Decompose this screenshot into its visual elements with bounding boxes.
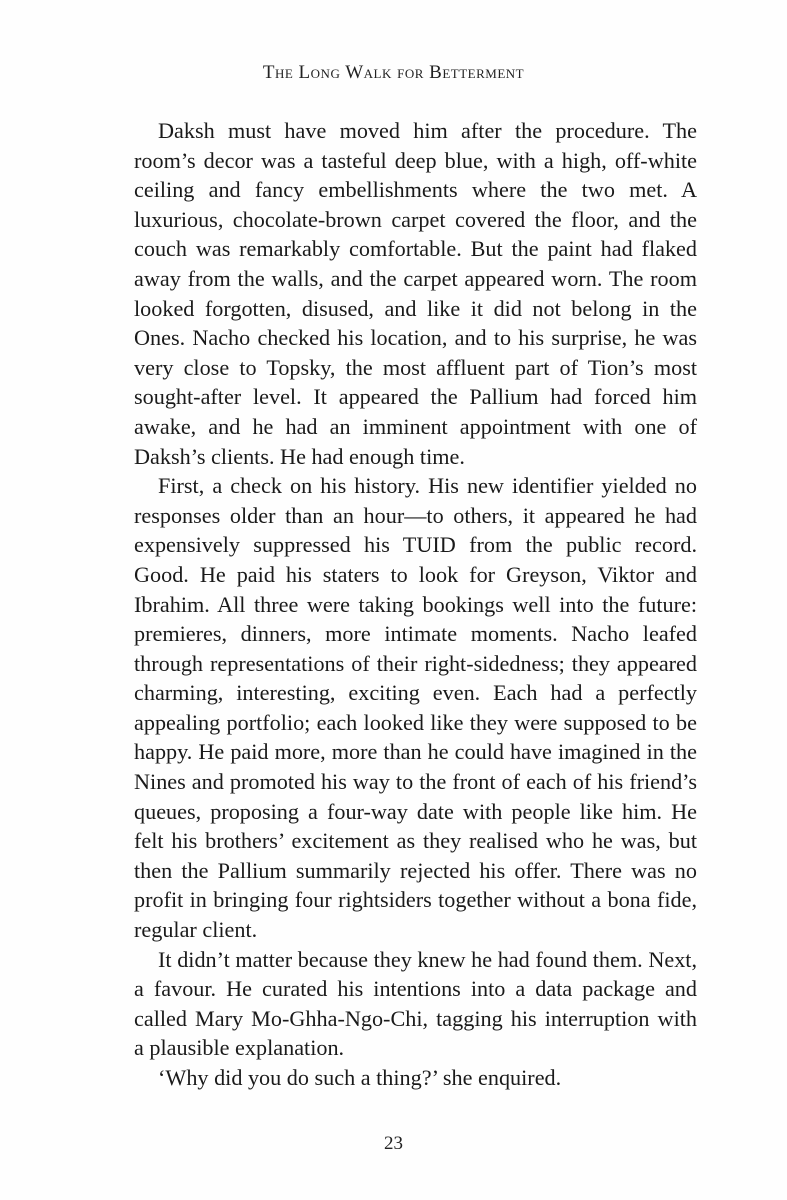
page-number: 23 (384, 1133, 403, 1154)
paragraph: It didn’t matter because they knew he had found them. Next, a favour. He curated his intentions into a data package and called Mary Mo-Ghha-Ngo-Chi, tagging his interruption with a plausible explanation. (134, 946, 697, 1061)
running-head-title: The Long Walk for Betterment (262, 62, 525, 83)
paragraph: Daksh must have moved him after the procedure. The room’s decor was a tasteful deep blue, with a high, off-white ceiling and fancy embellishments where the two met. A luxurious, chocolate-brown carpet covered the floor, and the couch was remarkably comfortable. But the paint had flaked away from the walls, and the carpet appeared worn. The room looked forgotten, disused, and like it did not belong in the Ones. Nacho checked his location, and to his surprise, he was very close to Topsky, the most affluent part of Tion’s most sought-after level. It appeared the Pallium had forced him awake, and he had an imminent appointment with one of Daksh’s clients. He had enough time. (134, 118, 697, 469)
paragraph: First, a check on his history. His new identifier yielded no responses older than an hour—to others, it appeared he had expensively suppressed his TUID from the public record. Good. He paid his staters to look for Greyson, Viktor and Ibrahim. All three were taking bookings well into the future: premieres, dinners, more intimate moments. Nacho leafed through representations of their right-sidedness; they appeared charming, interesting, exciting even. Each had a perfectly appealing portfolio; each looked like they were supposed to be happy. He paid more, more than he could have imagined in the Nines and promoted his way to the front of each of his friend’s queues, proposing a four-way date with people like him. He felt his brothers’ excitement as they realised who he was, but then the Pallium summarily rejected his offer. There was no profit in bringing four rightsiders together without a bona fide, regular client. (134, 473, 697, 943)
paragraph: ‘Why did you do such a thing?’ she enquired. (158, 1065, 562, 1090)
body-text (134, 116, 697, 1093)
